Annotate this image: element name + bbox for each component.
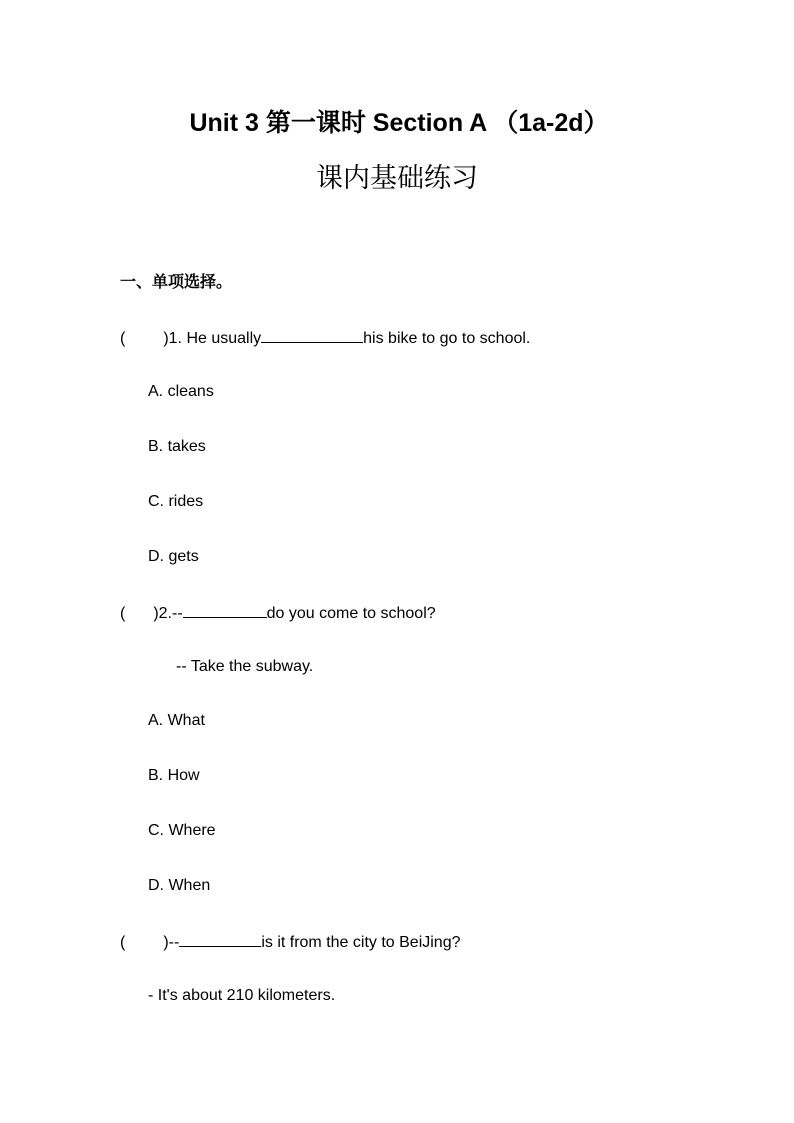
- section-heading: 一、单项选择。: [120, 272, 233, 291]
- option-a: A. cleans: [148, 383, 214, 400]
- question-text: do you come to school?: [266, 605, 436, 622]
- option-c: C. Where: [148, 822, 216, 839]
- option-c: C. rides: [148, 493, 204, 510]
- question-text: --: [168, 934, 180, 951]
- option-b: B. takes: [148, 438, 206, 455]
- question-1: [120, 327, 530, 349]
- answer-paren-close: ): [153, 605, 159, 622]
- page-subtitle: 课内基础练习: [316, 163, 478, 194]
- question-text: 2.--: [158, 605, 183, 622]
- option-d: D. When: [148, 877, 211, 894]
- answer-paren-close: ): [163, 330, 169, 347]
- answer-paren-close: ): [163, 934, 169, 951]
- answer-paren-open: (: [120, 934, 126, 951]
- answer-paren-open: (: [120, 330, 126, 347]
- answer-paren-open: (: [120, 605, 126, 622]
- fill-blank[interactable]: [179, 931, 261, 947]
- fill-blank[interactable]: [261, 327, 363, 343]
- dialog-answer: - It's about 210 kilometers.: [148, 987, 336, 1004]
- question-text: 1. He usually: [168, 330, 262, 347]
- question-text: his bike to go to school.: [363, 330, 531, 347]
- question-2: [120, 602, 436, 624]
- question-3: [120, 931, 461, 953]
- fill-blank[interactable]: [183, 602, 267, 618]
- option-b: B. How: [148, 767, 200, 784]
- option-d: D. gets: [148, 548, 199, 565]
- option-a: A. What: [148, 712, 205, 729]
- question-text: is it from the city to BeiJing?: [261, 934, 461, 951]
- page-title: Unit 3 第一课时 Section A （1a-2d）: [189, 109, 609, 137]
- dialog-answer: -- Take the subway.: [176, 658, 314, 675]
